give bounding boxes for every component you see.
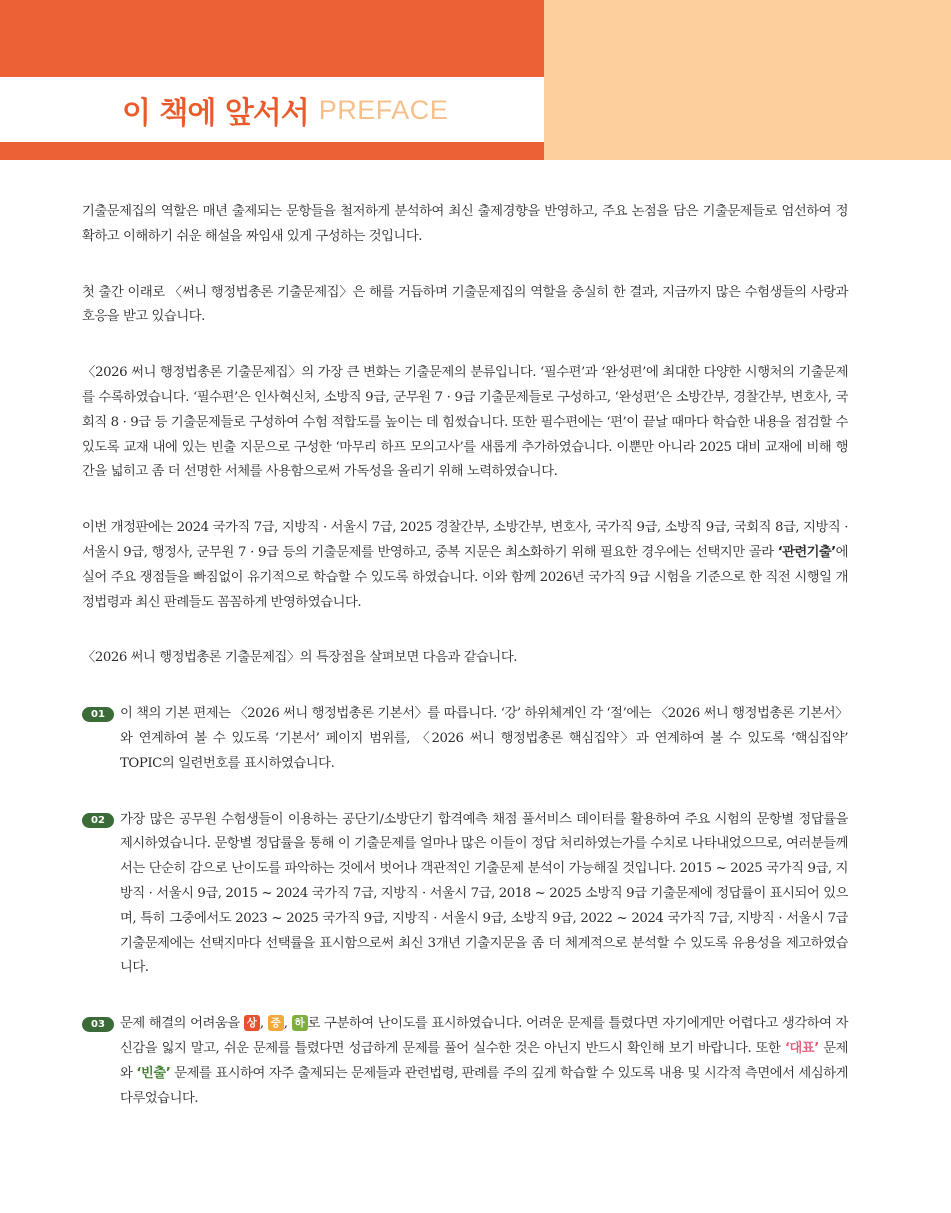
paragraph-role: 기출문제집의 역할은 매년 출제되는 문항들을 철저하게 분석하여 최신 출제경향을 반영하고, 주요 논점을 담은 기출문제들로 엄선하여 정확하고 이해하기 쉬운 해설을 짜임새 있게 구성하는 것입니다. — [82, 204, 848, 244]
representative-tag: ‘대표’ — [784, 1040, 819, 1056]
feature-text: 이 책의 기본 편제는 〈2026 써니 행정법총론 기본서〉를 따릅니다. ‘강’ 하위체계인 각 ‘절’에는 〈2026 써니 행정법총론 기본서〉와 연계하여 볼 수 있도록 ‘기본서’ 페이지 범위를, 〈2026 써니 행정법총론 핵심집약〉과 연계하여 볼 수 있도록 ‘핵심집약’ TOPIC의 일련번호를 표시하였습니다. — [120, 706, 848, 771]
feature-number-badge: 01 — [82, 707, 114, 722]
revision-text-before: 이번 개정판에는 2024 국가직 7급, 지방직 · 서울시 7급, 2025 경찰간부, 소방간부, 변호사, 국가직 9급, 소방직 9급, 국회직 8급, 지방직 · 서울시 9급, 행정사, 군무원 7 · 9급 등의 기출문제를 반영하고, 중복 지문은 최소화하기 위해 필요한 경우에는 선택지만 골라 — [82, 520, 848, 560]
page-title — [122, 88, 448, 132]
revision-text-after: 에 실어 주요 쟁점들을 빠짐없이 유기적으로 학습할 수 있도록 하였습니다. 이와 함께 2026년 국가직 9급 시험을 기준으로 한 직전 시행일 개정법령과 최신 판례들도 꼼꼼하게 반영하였습니다. — [82, 544, 848, 610]
header-band-peach — [544, 0, 951, 160]
page-title-korean: 이 책에 앞서서 — [122, 96, 309, 131]
separator: , — [283, 1016, 292, 1032]
feature-text: 가장 많은 공무원 수험생들이 이용하는 공단기/소방단기 합격예측 채점 풀서비스 데이터를 활용하여 주요 시험의 문항별 정답률을 제시하였습니다. 문항별 정답률을 통해 이 기출문제를 얼마나 많은 이들이 정답 처리하였는가를 수치로 나타내었으므로, 여러분들께서는 단순히 감으로 난이도를 파악하는 것에서 벗어나 객관적인 기출문제 분석이 가능해질 것입니다. 2015 ~ 2025 국가직 9급, 지방직 · 서울시 9급, 2015 ~ 2024 국가직 7급, 지방직 · 서울시 7급, 2018 ~ 2025 소방직 9급 기출문제에 정답률이 표시되어 있으며, 특히 그중에서도 2023 ~ 2025 국가직 9급, 지방직 · 서울시 9급, 소방직 9급, 2022 ~ 2024 국가직 7급, 지방직 · 서울시 7급 기출문제에는 선택지마다 선택률을 표시함으로써 최신 3개년 기출지문을 좀 더 체계적으로 분석할 수 있도록 유용성을 제고하였습니다. — [120, 811, 848, 976]
separator: , — [259, 1016, 268, 1032]
feature-number-badge: 03 — [82, 1017, 114, 1032]
frequent-tag: ‘빈출’ — [136, 1065, 171, 1081]
feature-number-badge: 02 — [82, 813, 114, 828]
feature-text-c: 문제와 — [120, 1040, 848, 1081]
feature-item-02 — [82, 808, 848, 982]
feature-item-01 — [82, 702, 848, 776]
difficulty-low-badge: 하 — [292, 1015, 308, 1031]
related-questions-highlight: ‘관련기출’ — [777, 544, 836, 560]
preface-body — [82, 200, 848, 1111]
paragraph-revision — [82, 516, 848, 615]
difficulty-mid-badge: 중 — [268, 1015, 284, 1031]
page-title-english: PREFACE — [318, 94, 449, 125]
paragraph-changes: 〈2026 써니 행정법총론 기출문제집〉의 가장 큰 변화는 기출문제의 분류입니다. ‘필수편’과 ‘완성편’에 최대한 다양한 시행처의 기출문제를 수록하였습니다. ‘필수편’은 인사혁신처, 소방직 9급, 군무원 7 · 9급 기출문제들로 구성하고, ‘완성편’은 소방간부, 경찰간부, 변호사, 국회직 8 · 9급 등 기출문제들로 구성하여 수험 적합도를 높이는 데 힘썼습니다. 또한 필수편에는 ‘편’이 끝날 때마다 학습한 내용을 점검할 수 있도록 교재 내에 있는 빈출 지문으로 구성한 ‘마무리 하프 모의고사’를 새롭게 추가하였습니다. 이뿐만 아니라 2025 대비 교재에 비해 행간을 넓히고 좀 더 선명한 서체를 사용함으로써 가독성을 올리기 위해 노력하였습니다. — [82, 365, 848, 480]
feature-text-a: 문제 해결의 어려움을 — [120, 1016, 244, 1032]
paragraph-history: 첫 출간 이래로 〈써니 행정법총론 기출문제집〉은 해를 거듭하며 기출문제집의 역할을 충실히 한 결과, 지금까지 많은 수험생들의 사랑과 호응을 받고 있습니다. — [82, 284, 848, 325]
feature-item-03 — [82, 1012, 848, 1111]
features-intro: 〈2026 써니 행정법총론 기출문제집〉의 특장점을 살펴보면 다음과 같습니다. — [82, 650, 518, 666]
feature-text-b: 로 구분하여 난이도를 표시하였습니다. 어려운 문제를 틀렸다면 자기에게만 어렵다고 생각하여 자신감을 잃지 말고, 쉬운 문제를 틀렸다면 성급하게 문제를 풀어 실수한 것은 아닌지 반드시 확인해 보기 바랍니다. 또한 — [120, 1016, 848, 1056]
difficulty-high-badge: 상 — [244, 1015, 260, 1031]
feature-text-d: 문제를 표시하여 자주 출제되는 문제들과 관련법령, 판례를 주의 깊게 학습할 수 있도록 내용 및 시각적 측면에서 세심하게 다루었습니다. — [120, 1065, 848, 1106]
